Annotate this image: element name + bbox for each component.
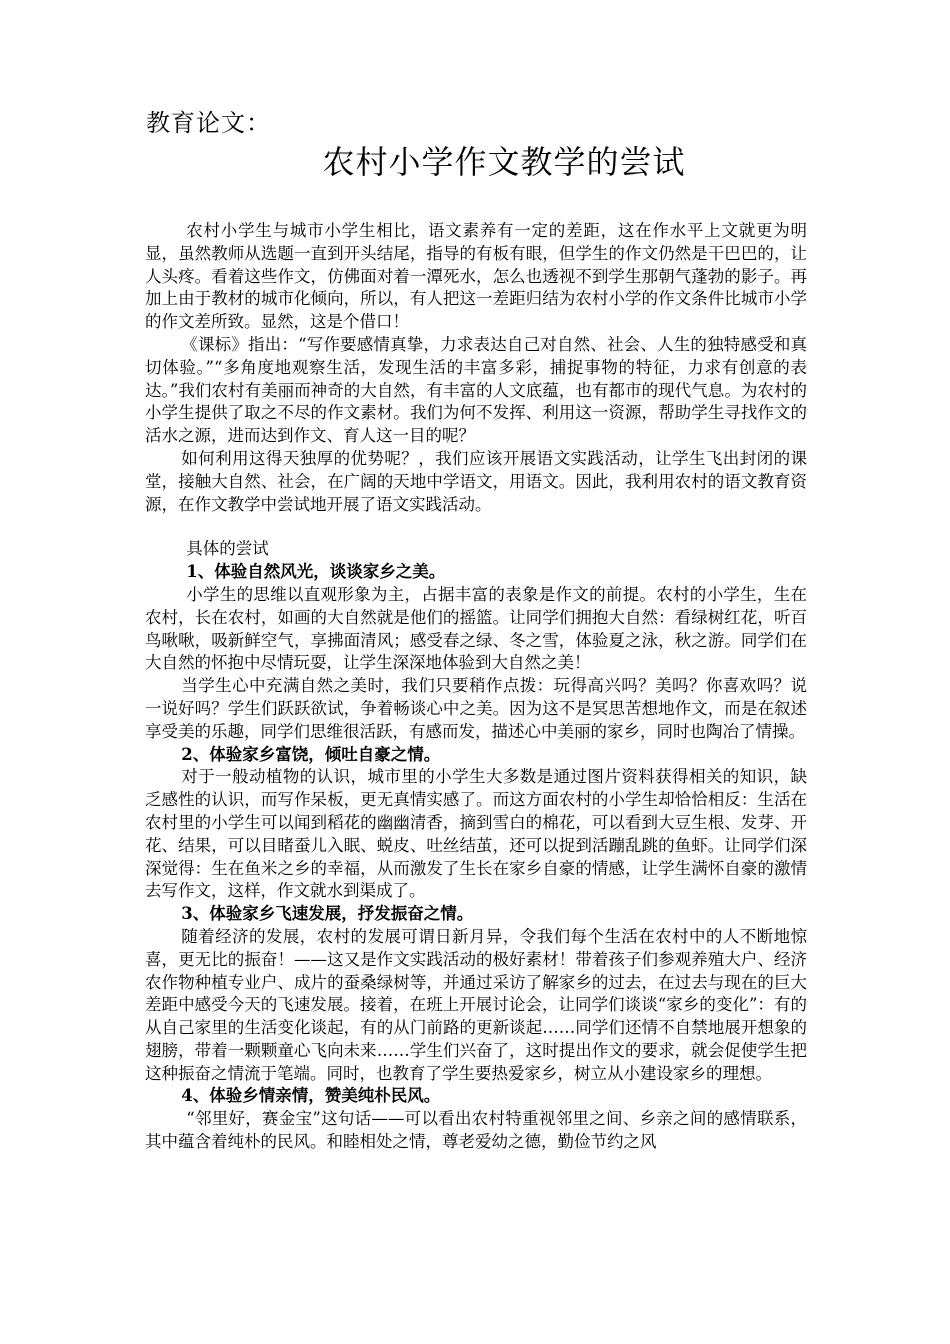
paragraph-development: 随着经济的发展，农村的发展可谓日新月异，令我们每个生活在农村中的人不断地惊喜，更无比的振奋！——这又是作文实践活动的极好素材！带着孩子们参观养殖大户、经济农作物种植专业户、成片的蚕桑绿树等，并通过采访了解家乡的过去，在过去与现在的巨大差距中感受今天的飞速发展。接着，在班上开展讨论会，让同学们谈谈“家乡的变化”：有的从自己家里的生活变化谈起，有的从门前路的更新谈起……同学们还情不自禁地展开想象的翅膀，带着一颗颗童心飞向未来……学生们兴奋了，这时提出作文的要求，就会促使学生把这种振奋之情流于笔端。同时，也教育了学生要热爱家乡，树立从小建设家乡的理想。 <box>145 926 807 1083</box>
paragraph-curriculum: 《课标》指出：“写作要感情真挚，力求表达自己对自然、社会、人生的独特感受和真切体验。”“多角度地观察生活，发现生活的丰富多彩，捕捉事物的特征，力求有创意的表达。”我们农村有美丽而神奇的大自然，有丰富的人文底蕴，也有都市的现代气息。为农村的小学生提供了取之不尽的作文素材。我们为何不发挥、利用这一资源，帮助学生寻找作文的活水之源，进而达到作文、育人这一目的呢？ <box>145 334 807 446</box>
document-body <box>145 220 807 1154</box>
subheading-2: 2、体验家乡富饶，倾吐自豪之情。 <box>181 744 441 764</box>
subheading-4: 4、体验乡情亲情，赞美纯朴民风。 <box>181 1086 441 1106</box>
paragraph-folk: “邻里好，赛金宝”这句话——可以看出农村特重视邻里之间、乡亲之间的感情联系，其中蕴含着纯朴的民风。和睦相处之情，尊老爱幼之德，勤俭节约之风 <box>145 1109 807 1152</box>
section-heading: 具体的尝试 <box>186 539 269 559</box>
subheading-3: 3、体验家乡飞速发展，抒发振奋之情。 <box>181 904 474 924</box>
subheading-1: 1、体验自然风光，谈谈家乡之美。 <box>186 562 446 582</box>
page-title: 农村小学作文教学的尝试 <box>322 143 686 181</box>
paragraph-intro: 农村小学生与城市小学生相比，语文素养有一定的差距，这在作水平上文就更为明显，虽然教师从选题一直到开头结尾，指导的有板有眼，但学生的作文仍然是干巴巴的，让人头疼。看着这些作文，仿佛面对着一潭死水，怎么也透视不到学生那朝气蓬勃的影子。再加上由于教材的城市化倾向，所以，有人把这一差距归结为农村小学的作文条件比城市小学的作文差所致。显然，这是个借口！ <box>145 221 807 332</box>
paragraph-richness: 对于一般动植物的认识，城市里的小学生大多数是通过图片资料获得相关的知识，缺乏感性的认识，而写作呆板，更无真情实感了。而这方面农村的小学生却恰恰相反：生活在农村里的小学生可以闻到稻花的幽幽清香，摘到雪白的棉花，可以看到大豆生根、发芽、开花、结果，可以目睹蚕儿入眠、蜕皮、吐丝结茧，还可以捉到活蹦乱跳的鱼虾。让同学们深深觉得：生在鱼米之乡的幸福，从而激发了生长在家乡自豪的情感，让学生满怀自豪的激情去写作文，这样，作文就水到渠成了。 <box>145 767 807 901</box>
document-category-label: 教育论文： <box>146 109 271 137</box>
paragraph-nature: 小学生的思维以直观形象为主，占据丰富的表象是作文的前提。农村的小学生，生在农村，长在农村，如画的大自然就是他们的摇篮。让同学们拥抱大自然：看绿树红花，听百鸟啾啾，吸新鲜空气，享拂面清风；感受春之绿、冬之雪，体验夏之泳，秋之游。同学们在大自然的怀抱中尽情玩耍，让学生深深地体验到大自然之美！ <box>145 584 807 673</box>
paragraph-approach: 如何利用这得天独厚的优势呢？，我们应该开展语文实践活动，让学生飞出封闭的课堂，接触大自然、社会，在广阔的天地中学语文，用语文。因此，我利用农村的语文教育资源，在作文教学中尝试地开展了语文实践活动。 <box>145 448 807 514</box>
paragraph-nature-2: 当学生心中充满自然之美时，我们只要稍作点拨：玩得高兴吗？美吗？你喜欢吗？说一说好吗？学生们跃跃欲试，争着畅谈心中之美。因为这不是冥思苦想地作文，而是在叙述享受美的乐趣，同学们思维很活跃，有感而发，描述心中美丽的家乡，同时也陶冶了情操。 <box>145 676 807 741</box>
